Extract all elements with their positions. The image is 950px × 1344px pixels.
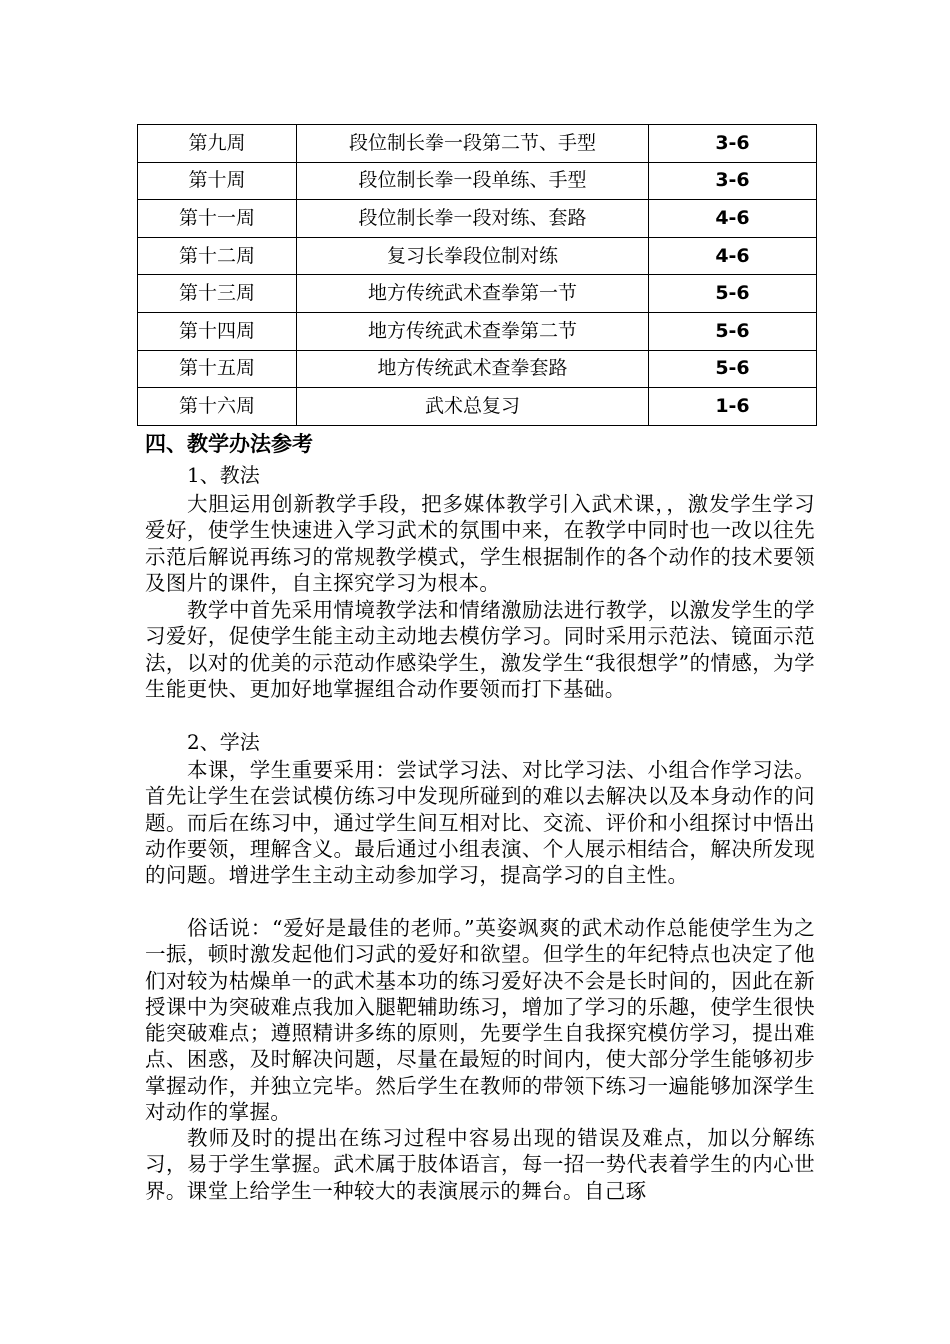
week-cell: 第十五周 <box>138 350 297 388</box>
hours-cell: 3-6 <box>649 162 817 200</box>
table-row <box>138 388 817 426</box>
table-row <box>138 350 817 388</box>
content-cell: 武术总复习 <box>297 388 649 426</box>
table-row <box>138 312 817 350</box>
hours-cell: 4-6 <box>649 237 817 275</box>
week-cell: 第十六周 <box>138 388 297 426</box>
hours-cell: 5-6 <box>649 312 817 350</box>
content-cell: 复习长拳段位制对练 <box>297 237 649 275</box>
section-heading: 四、教学办法参考 <box>145 431 313 456</box>
teaching-method-title: 1、教法 <box>187 463 260 487</box>
content-cell: 地方传统武术查拳第二节 <box>297 312 649 350</box>
table-row <box>138 125 817 163</box>
hours-cell: 5-6 <box>649 275 817 313</box>
week-cell: 第十一周 <box>138 200 297 238</box>
schedule-table <box>137 124 817 426</box>
table-row <box>138 237 817 275</box>
teaching-paragraph-2: 教学中首先采用情境教学法和情绪激励法进行教学，以激发学生的学习爱好，促使学生能主动主动地去模仿学习。同时采用示范法、镜面示范法，以对的优美的示范动作感染学生，激发学生“我很想学”的情感，为学生能更快、更加好地掌握组合动作要领而打下基础。 <box>145 598 815 701</box>
hours-cell: 3-6 <box>649 125 817 163</box>
content-cell: 段位制长拳一段第二节、手型 <box>297 125 649 163</box>
content-cell: 地方传统武术查拳第一节 <box>297 275 649 313</box>
week-cell: 第十二周 <box>138 237 297 275</box>
learning-paragraph-2: 俗话说：“爱好是最佳的老师。”英姿飒爽的武术动作总能使学生为之一振，顿时激发起他们习武的爱好和欲望。但学生的年纪特点也决定了他们对较为枯燥单一的武术基本功的练习爱好决不会是长时间的，因此在新授课中为突破难点我加入腿靶辅助练习，增加了学习的乐趣，使学生很快能突破难点；遵照精讲多练的原则，先要学生自我探究模仿学习，提出难点、困惑，及时解决问题，尽量在最短的时间内，使大部分学生能够初步掌握动作，并独立完毕。然后学生在教师的带领下练习一遍能够加深学生对动作的掌握。 <box>145 916 815 1125</box>
hours-cell: 5-6 <box>649 350 817 388</box>
content-cell: 地方传统武术查拳套路 <box>297 350 649 388</box>
learning-paragraph-1: 本课，学生重要采用：尝试学习法、对比学习法、小组合作学习法。首先让学生在尝试模仿练习中发现所碰到的难以去解决以及本身动作的问题。而后在练习中，通过学生间互相对比、交流、评价和小组探讨中悟出动作要领，理解含义。最后通过小组表演、个人展示相结合，解决所发现的问题。增进学生主动主动参加学习，提高学习的自主性。 <box>145 758 815 888</box>
learning-method-title: 2、学法 <box>187 730 260 754</box>
content-cell: 段位制长拳一段单练、手型 <box>297 162 649 200</box>
hours-cell: 4-6 <box>649 200 817 238</box>
content-cell: 段位制长拳一段对练、套路 <box>297 200 649 238</box>
table-row <box>138 200 817 238</box>
week-cell: 第九周 <box>138 125 297 163</box>
table-row <box>138 162 817 200</box>
week-cell: 第十周 <box>138 162 297 200</box>
learning-paragraph-3: 教师及时的提出在练习过程中容易出现的错误及难点，加以分解练习，易于学生掌握。武术属于肢体语言，每一招一势代表着学生的内心世界。课堂上给学生一种较大的表演展示的舞台。自己琢 <box>145 1126 815 1203</box>
week-cell: 第十三周 <box>138 275 297 313</box>
week-cell: 第十四周 <box>138 312 297 350</box>
hours-cell: 1-6 <box>649 388 817 426</box>
teaching-paragraph-1: 大胆运用创新教学手段，把多媒体教学引入武术课，，激发学生学习爱好，使学生快速进入学习武术的氛围中来，在教学中同时也一改以往先示范后解说再练习的常规教学模式，学生根据制作的各个动作的技术要领及图片的课件，自主探究学习为根本。 <box>145 492 815 595</box>
table-row <box>138 275 817 313</box>
